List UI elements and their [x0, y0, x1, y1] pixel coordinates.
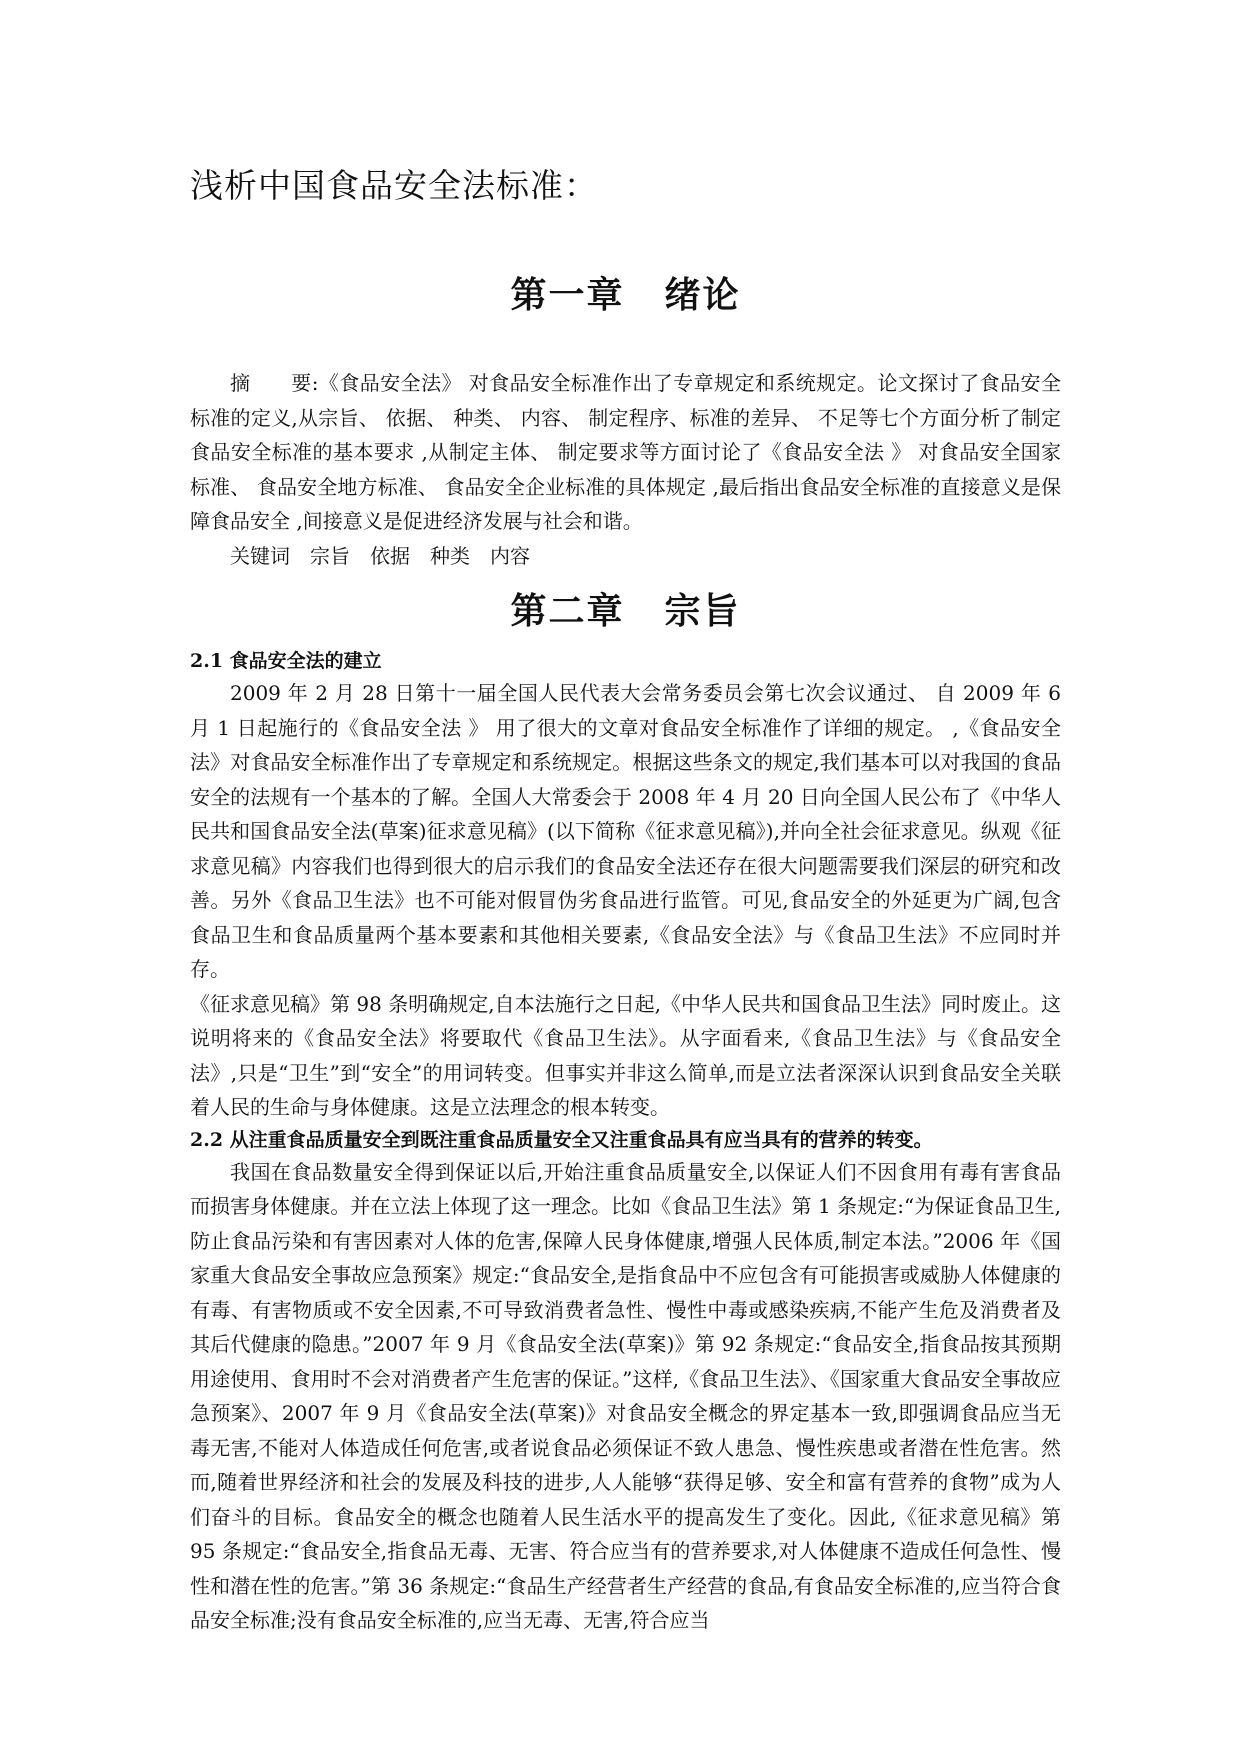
- chapter-1-heading: [190, 267, 1061, 318]
- section-2-1-paragraph-2: 《征求意见稿》第 98 条明确规定,自本法施行之日起,《中华人民共和国食品卫生法》同时废止。这说明将来的《食品安全法》将要取代《食品卫生法》。从字面看来,《食品卫生法》与《食品安全法》,只是“卫生”到“安全”的用词转变。但事实并非这么简单,而是立法者深深认识到食品安全关联着人民的生命与身体健康。这是立法理念的根本转变。: [190, 991, 1061, 1119]
- section-2-1-heading: 2.1 食品安全法的建立: [190, 650, 382, 672]
- document-title: 浅析中国食品安全法标准：: [190, 166, 598, 205]
- section-2-2-heading: 2.2 从注重食品质量安全到既注重食品质量安全又注重食品具有应当具有的营养的转变。: [190, 1128, 933, 1151]
- chapter-2-heading: [190, 583, 1061, 634]
- section-2-1-paragraph-1: 2009 年 2 月 28 日第十一届全国人民代表大会常务委员会第七次会议通过、 自 2009 年 6 月 1 日起施行的《食品安全法 》 用了很大的文章对食品安全标准作了详细的规定。 ,《食品安全法》对食品安全标准作出了专章规定和系统规定。根据这些条文的规定,我们基本可以对我国的食品安全的法规有一个基本的了解。全国人大常委会于 2008 年 4 月 20 日向全国人民公布了《中华人民共和国食品安全法(草案)征求意见稿》(以下简称《征求意见稿》),并向全社会征求意见。纵观《征求意见稿》内容我们也得到很大的启示我们的食品安全法还存在很大问题需要我们深层的研究和改善。另外《食品卫生法》也不可能对假冒伪劣食品进行监管。可见,食品安全的外延更为广阔,包含食品卫生和食品质量两个基本要素和其他相关要素,《食品安全法》与《食品卫生法》不应同时并存。: [190, 681, 1061, 981]
- chapter-1-name: 绪论: [664, 274, 741, 316]
- chapter-2-number: 第二章: [510, 590, 625, 632]
- section-2-2-paragraph-1: 我国在食品数量安全得到保证以后,开始注重食品质量安全,以保证人们不因食用有毒有害食品而损害身体健康。并在立法上体现了这一理念。比如《食品卫生法》第 1 条规定:“为保证食品卫生,防止食品污染和有害因素对人体的危害,保障人民身体健康,增强人民体质,制定本法。”2006 年《国家重大食品安全事故应急预案》规定:“食品安全,是指食品中不应包含有可能损害或威胁人体健康的有毒、有害物质或不安全因素,不可导致消费者急性、慢性中毒或感染疾病,不能产生危及消费者及其后代健康的隐患。”2007 年 9 月《食品安全法(草案)》第 92 条规定:“食品安全,指食品按其预期用途使用、食用时不会对消费者产生危害的保证。”这样,《食品卫生法》、《国家重大食品安全事故应急预案》、2007 年 9 月《食品安全法(草案)》对食品安全概念的界定基本一致,即强调食品应当无毒无害,不能对人体造成任何危害,或者说食品必须保证不致人患急、慢性疾患或者潜在性危害。然而,随着世界经济和社会的发展及科技的进步,人人能够“获得足够、安全和富有营养的食物”成为人们奋斗的目标。食品安全的概念也随着人民生活水平的提高发生了变化。因此,《征求意见稿》第 95 条规定:“食品安全,指食品无毒、无害、符合应当有的营养要求,对人体健康不造成任何急性、慢性和潜在性的危害。”第 36 条规定:“食品生产经营者生产经营的食品,有食品安全标准的,应当符合食品安全标准;没有食品安全标准的,应当无毒、无害,符合应当: [190, 1159, 1061, 1632]
- chapter-1-number: 第一章: [510, 274, 625, 316]
- abstract-paragraph: 摘 要:《食品安全法》 对食品安全标准作出了专章规定和系统规定。论文探讨了食品安全标准的定义,从宗旨、 依据、 种类、 内容、 制定程序、标准的差异、 不足等七个方面分析了制定食品安全标准的基本要求 ,从制定主体、 制定要求等方面讨论了《食品安全法 》 对食品安全国家标准、 食品安全地方标准、 食品安全企业标准的具体规定 ,最后指出食品安全标准的直接意义是保障食品安全 ,间接意义是促进经济发展与社会和谐。: [190, 371, 1061, 533]
- chapter-2-name: 宗旨: [664, 590, 741, 632]
- keywords-line: 关键词 宗旨 依据 种类 内容: [230, 543, 530, 568]
